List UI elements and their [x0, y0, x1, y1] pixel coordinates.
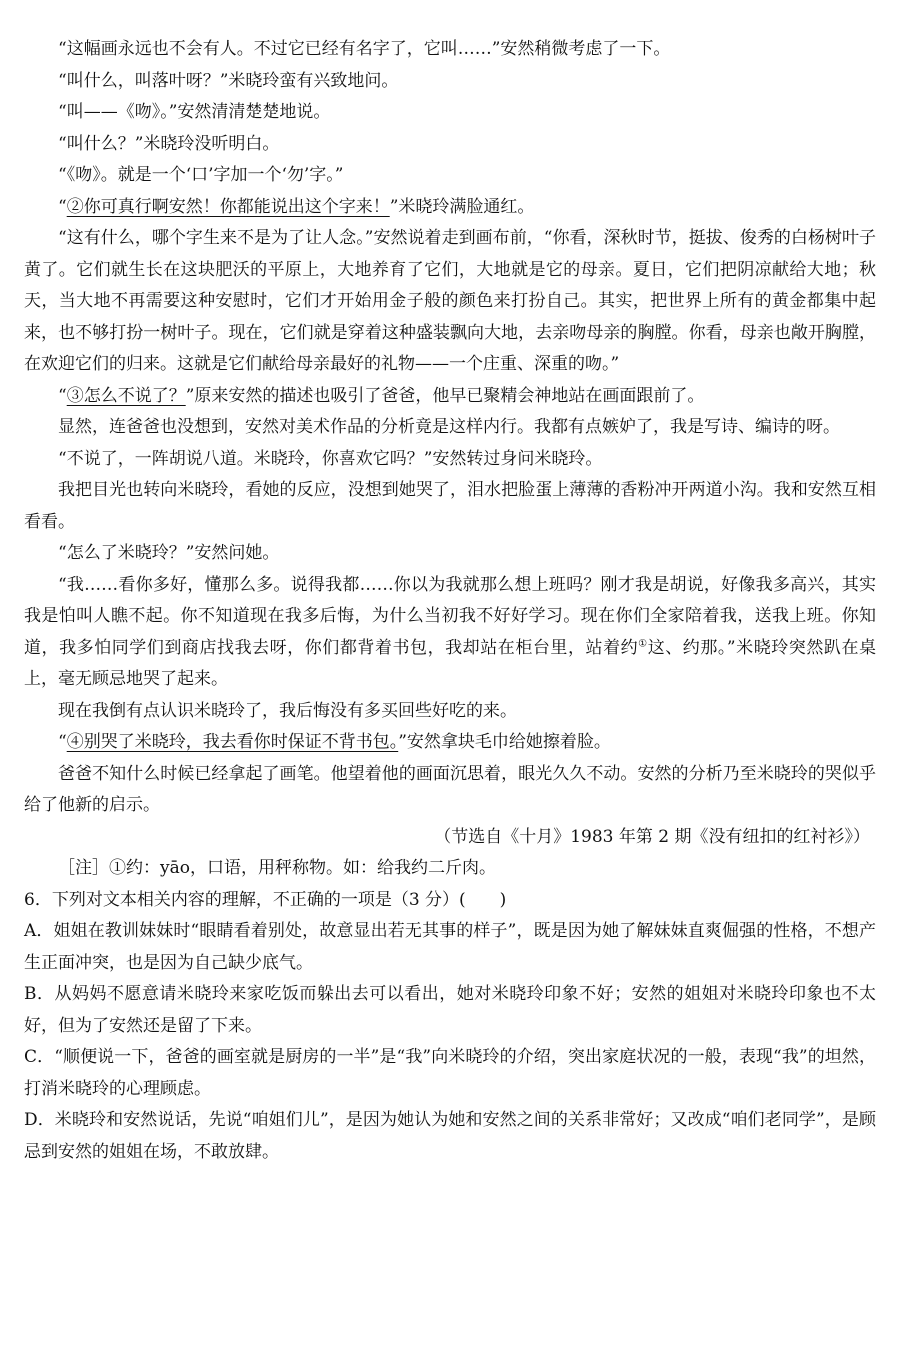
paragraph-7: “这有什么，哪个字生来不是为了让人念。”安然说着走到画布前，“你看，深秋时节，挺拔、俊秀的白杨树叶子黄了。它们就生长在这块肥沃的平原上，大地养育了它们，大地就是它的母亲。夏日，它们把阴凉献给大地；秋天，当大地不再需要这种安慰时，它们才开始用金子般的颜色来打扮自己。其实，把世界上所有的黄金都集中起来，也不够打扮一树叶子。现在，它们就是穿着这种盛装飘向大地，去亲吻母亲的胸膛。你看，母亲也敞开胸膛，在欢迎它们的归来。这就是它们献给母亲最好的礼物——一个庄重、深重的吻。”: [24, 228, 876, 374]
underlined-sentence-2: ②你可真行啊安然！你都能说出这个字来！: [66, 196, 390, 217]
question-stem: 6．下列对文本相关内容的理解，不正确的一项是（3 分）( ): [24, 889, 507, 910]
paragraph-6: [24, 192, 876, 224]
paragraph-8-rest: ”原来安然的描述也吸引了爸爸，他早已聚精会神地站在画面跟前了。: [185, 385, 705, 406]
paragraph-13: [24, 570, 876, 696]
quote-mark: “: [58, 385, 67, 406]
paragraph-5: “《吻》。就是一个‘口’字加一个‘勿’字。”: [58, 165, 344, 185]
quote-mark: “: [58, 732, 67, 752]
underlined-sentence-4: ④别哭了米晓玲，我去看你时保证不背书包。: [66, 732, 399, 752]
paragraph-12: “怎么了米晓玲？”安然问她。: [58, 543, 280, 563]
paragraph-15: [24, 727, 876, 759]
paragraph-13-after: 这、约那。”米晓玲突然趴在桌上，毫无顾忌地哭了起来。: [24, 637, 876, 689]
option-c: C．“顺便说一下，爸爸的画室就是厨房的一半”是“我”向米晓玲的介绍，突出家庭状况的一般，表现“我”的坦然，打消米晓玲的心理顾虑。: [24, 1047, 876, 1099]
underlined-sentence-3: ③怎么不说了？: [66, 385, 186, 406]
paragraph-14: 现在我倒有点认识米晓玲了，我后悔没有多买回些好吃的来。: [58, 700, 517, 721]
paragraph-16: 爸爸不知什么时候已经拿起了画笔。他望着他的画面沉思着，眼光久久不动。安然的分析乃至米晓玲的哭似乎给了他新的启示。: [24, 763, 876, 815]
paragraph-8: [24, 381, 876, 413]
footnote: ［注］①约：yāo，口语，用秤称物。如：给我约二斤肉。: [58, 858, 496, 878]
option-a: A．姐姐在教训妹妹时“眼睛看着别处，故意显出若无其事的样子”，既是因为她了解妹妹直爽倔强的性格，不想产生正面冲突，也是因为自己缺少底气。: [24, 921, 876, 973]
paragraph-3: “叫——《吻》。”安然清清楚楚地说。: [58, 102, 331, 122]
option-b: B．从妈妈不愿意请米晓玲来家吃饭而躲出去可以看出，她对米晓玲印象不好；安然的姐姐对米晓玲印象也不太好，但为了安然还是留了下来。: [24, 984, 876, 1036]
paragraph-4: “叫什么？”米晓玲没听明白。: [58, 133, 280, 154]
paragraph-1: “这幅画永远也不会有人。不过它已经有名字了，它叫……”安然稍微考虑了一下。: [58, 39, 671, 59]
source-citation: （节选自《十月》1983 年第 2 期《没有纽扣的红衬衫》）: [434, 826, 870, 847]
paragraph-11: 我把目光也转向米晓玲，看她的反应，没想到她哭了，泪水把脸蛋上薄薄的香粉冲开两道小沟。我和安然互相看看。: [24, 480, 876, 532]
footnote-marker: ①: [638, 637, 648, 649]
document-page: [24, 34, 876, 1168]
paragraph-15-rest: ”安然拿块毛巾给她擦着脸。: [398, 732, 611, 752]
paragraph-13-before: “我……看你多好，懂那么多。说得我都……你以为我就那么想上班吗？刚才我是胡说，好像我多高兴，其实我是怕叫人瞧不起。你不知道现在我多后悔，为什么当初我不好好学习。现在你们全家陪着我，送我上班。你知道，我多怕同学们到商店找我去呀，你们都背着书包，我却站在柜台里，站着约: [24, 574, 876, 658]
paragraph-9: 显然，连爸爸也没想到，安然对美术作品的分析竟是这样内行。我都有点嫉妒了，我是写诗、编诗的呀。: [58, 417, 840, 437]
paragraph-2: “叫什么，叫落叶呀？”米晓玲蛮有兴致地问。: [58, 70, 399, 91]
option-d: D．米晓玲和安然说话，先说“咱姐们儿”，是因为她认为她和安然之间的关系非常好；又改成“咱们老同学”，是顾忌到安然的姐姐在场，不敢放肆。: [24, 1110, 876, 1162]
quote-mark: “: [58, 196, 67, 217]
paragraph-6-rest: ”米晓玲满脸通红。: [389, 196, 535, 217]
paragraph-10: “不说了，一阵胡说八道。米晓玲，你喜欢它吗？”安然转过身问米晓玲。: [58, 448, 603, 469]
